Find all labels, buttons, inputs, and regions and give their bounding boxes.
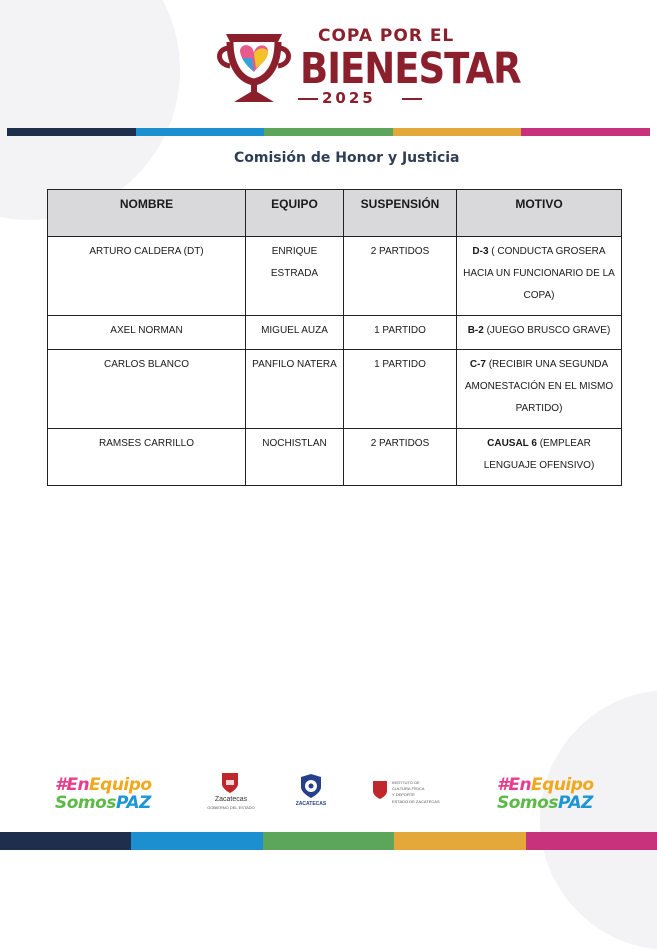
logo-year: 2025 — [322, 89, 376, 107]
stripe-segment — [393, 128, 522, 136]
cell-nombre: ARTURO CALDERA (DT) — [48, 237, 246, 316]
cell-motivo — [457, 237, 622, 316]
stripe-segment — [394, 832, 525, 850]
motivo-text: (JUEGO BRUSCO GRAVE) — [483, 325, 611, 336]
slogan-hash-en: #En — [497, 775, 532, 795]
motivo-code: D-3 — [472, 246, 489, 257]
slogan-logo-right — [497, 776, 594, 812]
futbol-label: ZACATECAS — [295, 801, 327, 807]
slogan-paz: PAZ — [557, 793, 593, 813]
column-header-suspension: SUSPENSIÓN — [344, 190, 457, 237]
cell-motivo — [457, 429, 622, 486]
logo-divider — [298, 98, 318, 100]
cell-suspension: 1 PARTIDO — [344, 350, 457, 429]
column-header-equipo: EQUIPO — [246, 190, 344, 237]
motivo-code: CAUSAL 6 — [487, 438, 537, 449]
stripe-segment — [264, 128, 393, 136]
cell-nombre: RAMSES CARRILLO — [48, 429, 246, 486]
table-row — [48, 237, 622, 316]
page-title: Comisión de Honor y Justicia — [234, 150, 460, 166]
logo-line1: COPA POR EL — [318, 26, 455, 46]
cell-suspension: 2 PARTIDOS — [344, 237, 457, 316]
stripe-segment — [131, 832, 262, 850]
cell-equipo: NOCHISTLAN — [246, 429, 344, 486]
stripe-segment — [7, 128, 136, 136]
stripe-segment — [263, 832, 394, 850]
motivo-code: C-7 — [469, 359, 486, 370]
column-header-motivo: MOTIVO — [457, 190, 622, 237]
logo-divider — [402, 98, 422, 100]
cell-motivo — [457, 350, 622, 429]
zacatecas-sublabel: GOBIERNO DEL ESTADO — [207, 805, 255, 810]
stripe-segment — [526, 832, 657, 850]
motivo-text: (EMPLEAR LENGUAJE OFENSIVO) — [483, 438, 595, 471]
slogan-logo-left — [55, 776, 152, 812]
color-stripe-top — [7, 128, 650, 136]
slogan-equipo: Equipo — [89, 775, 152, 795]
slogan-equipo: Equipo — [531, 775, 594, 795]
cell-equipo: ENRIQUE ESTRADA — [246, 237, 344, 316]
motivo-text: ( CONDUCTA GROSERA HACIA UN FUNCIONARIO DE LA COPA) — [463, 246, 615, 301]
motivo-code: B-2 — [467, 325, 484, 336]
logo-line2: BIENESTAR — [300, 44, 521, 94]
cell-suspension: 2 PARTIDOS — [344, 429, 457, 486]
stripe-segment — [521, 128, 650, 136]
table-row — [48, 429, 622, 486]
color-stripe-bottom — [0, 832, 657, 850]
futbol-badge-icon — [297, 773, 325, 799]
cell-suspension: 1 PARTIDO — [344, 316, 457, 350]
zacatecas-label: Zacatecas — [214, 796, 248, 803]
stripe-segment — [0, 832, 131, 850]
sanctions-table — [47, 189, 622, 486]
cell-motivo — [457, 316, 622, 350]
table-row — [48, 316, 622, 350]
column-header-nombre: NOMBRE — [48, 190, 246, 237]
slogan-paz: PAZ — [115, 793, 151, 813]
slogan-somos: Somos — [497, 793, 558, 813]
instituto-sublabel: ESTADO DE ZACATECAS — [392, 799, 440, 804]
table-row — [48, 350, 622, 429]
cell-equipo: MIGUEL AUZA — [246, 316, 344, 350]
cell-nombre: CARLOS BLANCO — [48, 350, 246, 429]
motivo-text: (RECIBIR UNA SEGUNDA AMONESTACIÓN EN EL MISMO PARTIDO) — [464, 359, 614, 414]
slogan-hash-en: #En — [55, 775, 90, 795]
stripe-segment — [136, 128, 265, 136]
instituto-shield-icon — [372, 780, 388, 800]
table-header-row — [48, 190, 622, 237]
copa-logo — [0, 22, 657, 114]
cell-equipo: PANFILO NATERA — [246, 350, 344, 429]
slogan-somos: Somos — [55, 793, 116, 813]
instituto-label: INSTITUTO DE CULTURA FÍSICA Y DEPORTE — [392, 780, 425, 797]
footer-logos — [0, 768, 657, 828]
cell-nombre: AXEL NORMAN — [48, 316, 246, 350]
zacatecas-shield-icon — [221, 772, 239, 794]
trophy-icon — [212, 28, 296, 112]
